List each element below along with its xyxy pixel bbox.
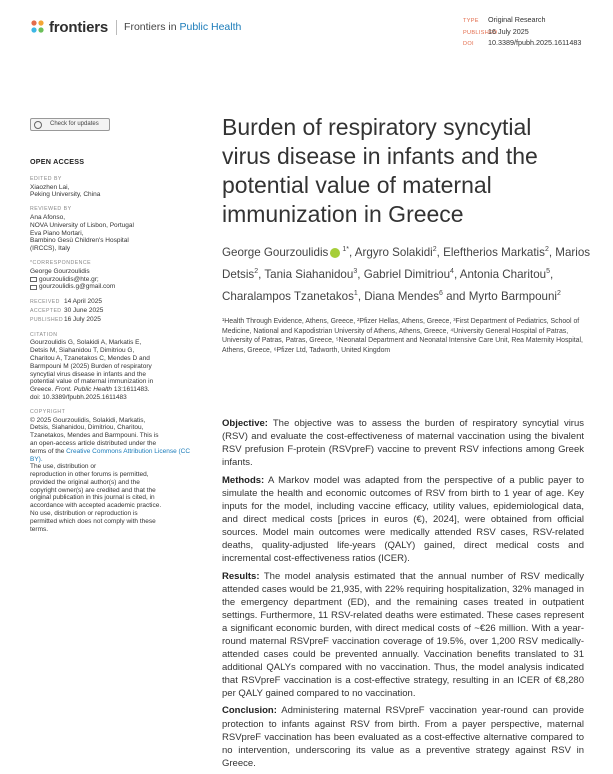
citation-line: Gourzoulidis G, Solakidi A, Markatis E, bbox=[30, 339, 142, 347]
date-accepted: ACCEPTED 30 June 2025 bbox=[30, 306, 104, 314]
correspondence-name: George Gourzoulidis bbox=[30, 267, 90, 275]
copyright-line: copyright owner(s) are credited and that the bbox=[30, 486, 156, 494]
author-affiliation-mark: 2 bbox=[557, 289, 561, 297]
copyright-line: an open-access article distributed under the bbox=[30, 439, 157, 447]
abstract bbox=[222, 417, 584, 774]
author-name[interactable]: Tania Siahanidou bbox=[264, 267, 354, 281]
author-name[interactable]: Antonia Charitou bbox=[459, 267, 547, 281]
copyright-heading: COPYRIGHT bbox=[30, 408, 66, 415]
copyright-line: provided the original author(s) and the bbox=[30, 478, 140, 486]
author-affiliation-mark: 5 bbox=[546, 267, 551, 275]
citation-line: syncytial virus disease in infants and the bbox=[30, 370, 146, 378]
reviewer-line: NOVA University of Lisbon, Portugal bbox=[30, 221, 134, 229]
reviewer-line: (IRCCS), Italy bbox=[30, 245, 71, 253]
copyright-line: original publication in this journal is cited, in bbox=[30, 494, 155, 502]
journal-highlight: Public Health bbox=[179, 21, 242, 33]
abstract-methods: Methods: A Markov model was adapted from the perspective of a public payer to simulate the health and economic outcomes of RSV from birth to 1 year of age. Key inputs for the model, including vaccine efficacy, utility values, epidemiological data, and direct medical costs [prices in euros (€), 2024], were obtained from official sources. Model main outcomes were medically attended RSV cases, RSV-related deaths, quality-adjusted life-years (QALY) gained, direct medical costs and incremental cost-effectiveness ratios (ICER). bbox=[222, 474, 584, 564]
open-access-label: OPEN ACCESS bbox=[30, 157, 85, 166]
author-affiliation-mark: 3 bbox=[353, 267, 358, 275]
copyright-line: reproduction in other forums is permitted, bbox=[30, 471, 149, 479]
envelope-icon bbox=[30, 277, 37, 282]
author-name[interactable]: Diana Mendes bbox=[364, 289, 440, 303]
reviewed-by-heading: REVIEWED BY bbox=[30, 206, 72, 213]
reviewer-line: Bambino Gesù Children's Hospital bbox=[30, 237, 129, 245]
email-link[interactable]: gourzoulidis.g@gmail.com bbox=[39, 283, 116, 291]
affiliations: ¹Health Through Evidence, Athens, Greece, ²Pfizer Hellas, Athens, Greece, ³First Department of Pediatrics, School of Medicine, National and Kapodistrian University of Athens, Athens, Greece, ⁴University General Hospital of Patras, University of Patras, Patras, Greece, ⁵Neonatal Department and Neonatal Intensive Care Unit, Rea Maternity Hospital, Athens, Greece, ⁶Pfizer Ltd, Tadworth, United Kingdom bbox=[222, 318, 583, 354]
logo-wordmark: frontiers bbox=[49, 18, 109, 36]
journal-prefix: Frontiers in bbox=[124, 21, 177, 33]
author-affiliation-mark: 2 bbox=[432, 246, 437, 253]
sidebar bbox=[30, 118, 195, 540]
author-name[interactable]: Myrto Barmpouni bbox=[468, 289, 558, 303]
editor-affiliation: Peking University, China bbox=[30, 191, 101, 199]
check-for-updates-label: Check for updates bbox=[50, 120, 99, 127]
author-affiliation-mark: 1* bbox=[342, 246, 349, 253]
copyright-line: © 2025 Gourzoulidis, Solakidi, Markatis, bbox=[30, 416, 146, 424]
citation-heading: CITATION bbox=[30, 331, 58, 338]
editor-name: Xiaozhen Lai, bbox=[30, 183, 70, 191]
email-row[interactable] bbox=[30, 283, 195, 291]
meta-published: PUBLISHED16 July 2025 bbox=[463, 26, 529, 36]
author-name[interactable]: Eleftherios Markatis bbox=[443, 245, 545, 259]
dates-block bbox=[30, 298, 195, 324]
author-name[interactable]: Marios Detsis bbox=[222, 245, 591, 281]
envelope-icon bbox=[30, 285, 37, 290]
author-affiliation-mark: 2 bbox=[254, 267, 259, 275]
abstract-conclusion: Conclusion: Administering maternal RSVpreF vaccination year-round can provide protection to infants against RSV from birth. From a payer perspective, maternal RSVpreF vaccination has been evaluated as a cost-effective alternative compared to no intervention, underscoring its value as a preventive strategy against RSV in Greece. bbox=[222, 705, 584, 769]
abstract-objective: Objective: The objective was to assess the burden of respiratory syncytial virus (RSV) and evaluate the cost-effectiveness of maternal vaccination using the bivalent RSV prefusion F-protein (RSVpreF) vaccine to prevent RSV infections among Greek infants. bbox=[222, 418, 585, 469]
correspondence-heading: *CORRESPONDENCE bbox=[30, 259, 92, 266]
citation-journal: Front. Public Health bbox=[54, 386, 113, 394]
correspondence-block bbox=[30, 260, 195, 291]
journal-name[interactable] bbox=[124, 21, 241, 33]
article-title: Burden of respiratory syncytial virus disease in infants and the potential value of maternal immunization in Greece bbox=[222, 114, 538, 227]
author-affiliation-mark: 4 bbox=[450, 267, 454, 275]
reviewer-line: Eva Piano Mortari, bbox=[30, 229, 84, 237]
copyright-line: Detsis, Siahanidou, Dimitriou, Charitou, bbox=[30, 424, 144, 432]
reviewer-line: Ana Afonso, bbox=[30, 213, 66, 221]
date-received: RECEIVED 14 April 2025 bbox=[30, 298, 102, 306]
author-list: George Gourzoulidis $^{1*}$, Argyro Solakidi$^2$, Eleftherios Markatis$^2$, Marios Detsis$^2$, Tania Siahanidou$^3$, Gabriel Dimitriou$^4$, Antonia Charitou$^5$, Charalampos Tzanetakos$^1$, Diana Mendes$^6$ and Myrto Barmpouni$^2$ bbox=[222, 245, 591, 303]
check-for-updates-button[interactable] bbox=[30, 118, 110, 131]
copyright-line: accordance with accepted academic practice. bbox=[30, 502, 162, 510]
copyright-line: terms. bbox=[30, 525, 49, 533]
citation-line: Greece. Front. Public Health 13:1611483. bbox=[30, 386, 150, 394]
author-affiliation-mark: 2 bbox=[544, 246, 549, 253]
citation-volume: 13:1611483. bbox=[113, 386, 150, 394]
author-affiliation-mark: 6 bbox=[439, 289, 443, 297]
article-meta bbox=[463, 15, 581, 50]
author-name[interactable]: Charalampos Tzanetakos bbox=[222, 289, 354, 303]
reviewed-by-block bbox=[30, 206, 195, 253]
author-name[interactable]: Gabriel Dimitriou bbox=[363, 267, 451, 281]
logo-separator bbox=[116, 20, 117, 35]
copyright-line: terms of the Creative Commons Attribution License (CC BY). bbox=[30, 447, 191, 463]
edited-by-heading: EDITED BY bbox=[30, 175, 62, 182]
citation-doi[interactable]: doi: 10.3389/fpubh.2025.1611483 bbox=[30, 393, 127, 401]
copyright-line: permitted which does not comply with these bbox=[30, 517, 156, 525]
update-check-icon bbox=[34, 121, 42, 129]
frontiers-logo[interactable] bbox=[30, 17, 241, 37]
orcid-icon[interactable] bbox=[330, 248, 340, 258]
citation-line: Detsis M, Siahanidou T, Dimitriou G, bbox=[30, 347, 135, 355]
author-affiliation-mark: 1 bbox=[353, 289, 358, 297]
abstract-results: Results: The model analysis estimated that the annual number of RSV medically attended cases would be 21,935, with 22% requiring hospitalization, 32% managed in the emergency department (ED), and the remaining cases treated in outpatient settings. Furthermore, 11 RSV-related deaths were estimated. These cases represent a significant economic burden, with direct medical costs of ~€26 million. With a year-round maternal RSVpreF vaccination coverage of 19.5%, over 1,200 RSV medically-attended cases could be prevented annually. Vaccination benefits translated to 31 additional QALYs compared with no vaccination. Thus, the model analysis indicated that RSVpreF vaccination is a cost-effective strategy, resulting in an ICER of €8,280 per QALY gained compared to no vaccination. bbox=[222, 570, 584, 699]
copyright-block bbox=[30, 409, 195, 534]
author-name[interactable]: George Gourzoulidis bbox=[222, 245, 329, 259]
author-name[interactable]: Argyro Solakidi bbox=[354, 245, 433, 259]
meta-type: TYPE Original Research bbox=[463, 15, 546, 24]
citation-line: potential value of maternal immunization in bbox=[30, 378, 154, 386]
email-link[interactable]: gourzoulidis@hte.gr; bbox=[39, 275, 99, 283]
citation-block bbox=[30, 332, 195, 402]
edited-by-block bbox=[30, 176, 195, 199]
citation-line: Barmpouni M (2025) Burden of respiratory bbox=[30, 362, 152, 370]
license-link[interactable]: Creative Commons Attribution License (CC BY). bbox=[30, 447, 191, 463]
email-row[interactable] bbox=[30, 276, 195, 284]
meta-doi[interactable]: DOI 10.3389/fpubh.2025.1611483 bbox=[463, 38, 582, 47]
frontiers-logo-icon bbox=[30, 19, 46, 35]
copyright-line: The use, distribution or bbox=[30, 463, 97, 471]
copyright-line: No use, distribution or reproduction is bbox=[30, 510, 138, 518]
citation-line: Charitou A, Tzanetakos C, Mendes D and bbox=[30, 354, 150, 362]
date-published: PUBLISHED16 July 2025 bbox=[30, 315, 101, 323]
copyright-line: Tzanetakos, Mendes and Barmpouni. This is bbox=[30, 432, 159, 440]
